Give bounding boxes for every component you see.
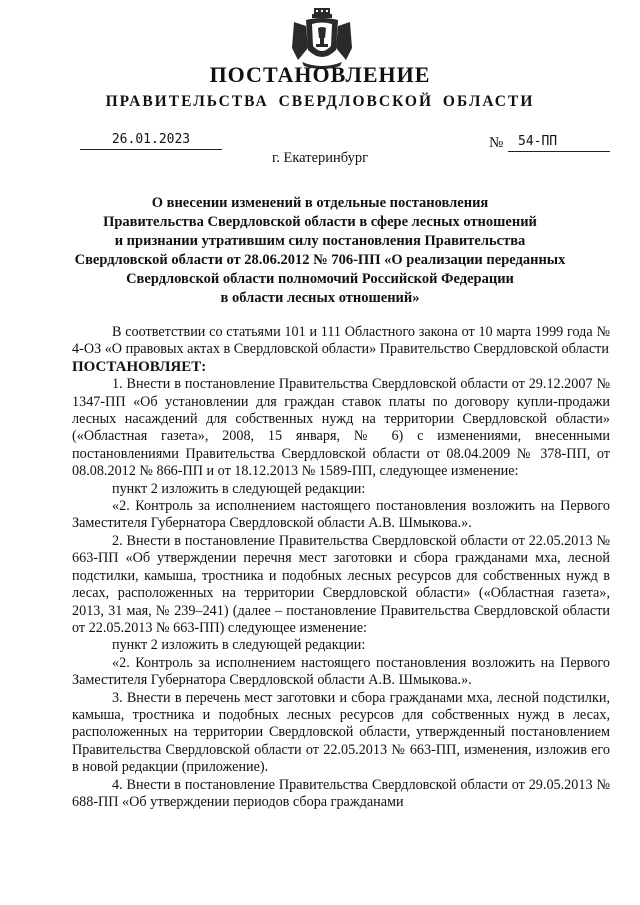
subject-line: в области лесных отношений» xyxy=(220,290,420,306)
document-subject xyxy=(60,194,580,308)
subject-line: О внесении изменений в отдельные постановления xyxy=(151,195,489,211)
number-sign: № xyxy=(489,135,504,151)
resolves-heading: ПОСТАНОВЛЯЕТ: xyxy=(72,358,207,375)
document-number: 54-ПП xyxy=(508,134,610,152)
coat-of-arms-emblem xyxy=(292,8,352,70)
subject-line: и признании утратившим силу постановления Правительства xyxy=(114,233,526,249)
clause-3-paragraph: 3. Внести в перечень мест заготовки и сбора гражданами мха, лесной подстилки, камыша, тростника и подобных лесных ресурсов для собственных нужд в лесах, расположенных на территории Свердловской области, утвержденный постановлением Правительства Свердловской области от 22.05.2013 № 663-ПП, изменения, изложив его в новой редакции (приложение). xyxy=(72,689,610,776)
clause-1-instruction: пункт 2 изложить в следующей редакции: xyxy=(112,480,366,497)
clause-2-instruction: пункт 2 изложить в следующей редакции: xyxy=(112,637,366,654)
city-name: г. Екатеринбург xyxy=(271,150,369,166)
document-body xyxy=(72,324,610,811)
clause-2-paragraph: 2. Внести в постановление Правительства Свердловской области от 22.05.2013 № 663-ПП «Об утверждении перечня мест заготовки и сбора гражданами мха, лесной подстилки, камыша, тростника и подобных лесных ресурсов для собственных нужд в лесах, расположенных на территории Свердловской области» («Областная газета», 2013, 31 мая, № 239–241) (далее – постановление Правительства Свердловской области от 22.05.2013 № 663-ПП) следующее изменение: xyxy=(72,532,610,636)
subject-line: Свердловской области от 28.06.2012 № 706-ПП «О реализации переданных xyxy=(74,252,566,268)
clause-2-new-text: «2. Контроль за исполнением настоящего постановления возложить на Первого Заместителя Губернатора Свердловской области А.В. Шмыкова.». xyxy=(72,654,610,689)
subject-line: Правительства Свердловской области в сфере лесных отношений xyxy=(103,214,537,230)
document-date: 26.01.2023 xyxy=(80,132,222,150)
document-title: ПОСТАНОВЛЕНИЕ xyxy=(209,62,431,87)
clause-1-paragraph: 1. Внести в постановление Правительства Свердловской области от 29.12.2007 № 1347-ПП «Об установлении для граждан ставок платы по договору купли-продажи лесных насаждений для собственных нужд на территории Свердловской области» («Областная газета», 2008, 15 января, № 6) с изменениями, внесенными постановлениями Правительства Свердловской области от 08.04.2009 № 378-ПП, от 08.08.2012 № 866-ПП и от 18.12.2013 № 1589-ПП, следующее изменение: xyxy=(72,376,610,480)
clause-1-new-text: «2. Контроль за исполнением настоящего постановления возложить на Первого Заместителя Губернатора Свердловской области А.В. Шмыкова.». xyxy=(72,498,610,532)
subject-line: Свердловской области полномочий Российской Федерации xyxy=(126,271,514,287)
clause-4-paragraph: 4. Внести в постановление Правительства Свердловской области от 29.05.2013 № 688-ПП «Об утверждении периодов сбора гражданами xyxy=(72,776,610,810)
preamble-paragraph: В соответствии со статьями 101 и 111 Областного закона от 10 марта 1999 года № 4-ОЗ «О правовых актах в Свердловской области» Правительство Свердловской области xyxy=(72,324,610,358)
issuer-name: ПРАВИТЕЛЬСТВА СВЕРДЛОВСКОЙ ОБЛАСТИ xyxy=(105,93,535,110)
